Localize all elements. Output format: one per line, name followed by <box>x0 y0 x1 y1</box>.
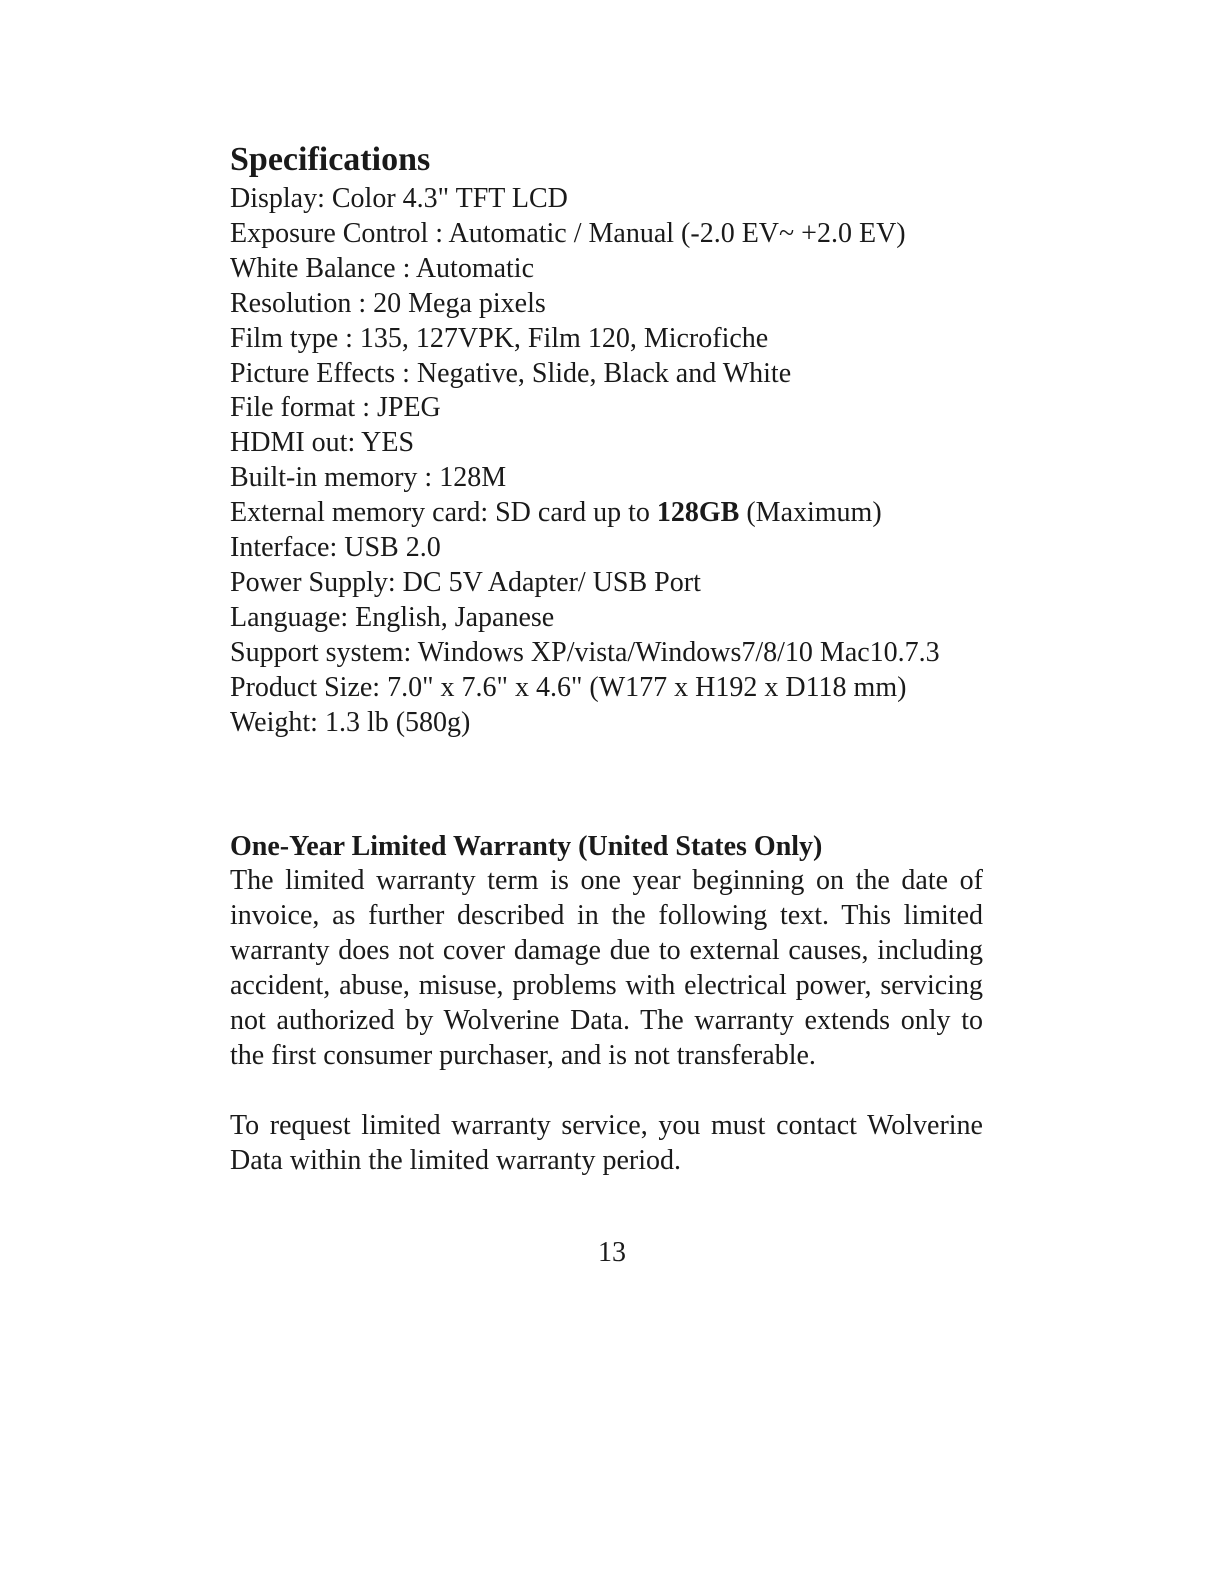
spec-file-format: File format : JPEG <box>230 392 441 424</box>
warranty-paragraph-service: To request limited warranty service, you must contact Wolverine Data within the limited warranty period. <box>230 1109 983 1176</box>
spec-display: Display: Color 4.3" TFT LCD <box>230 183 568 214</box>
warranty-paragraph-terms: The limited warranty term is one year beginning on the date of invoice, as further described in the following text. This limited warranty does not cover damage due to external causes, including accident, abuse, misuse, problems with electrical power, servicing not authorized by Wolverine Data. The warranty extends only to the first consumer purchaser, and is not transferable. <box>230 865 983 1071</box>
specifications-heading: Specifications <box>230 141 431 178</box>
spec-external-memory-capacity: 128GB <box>656 497 740 529</box>
spec-hdmi-out: HDMI out: YES <box>230 427 415 459</box>
specifications-list <box>230 182 983 741</box>
warranty-heading: One-Year Limited Warranty (United States Only) <box>230 830 823 862</box>
spec-product-size: Product Size: 7.0" x 7.6" x 4.6" (W177 x H192 x D118 mm) <box>230 671 907 703</box>
spec-weight: Weight: 1.3 lb (580g) <box>230 706 471 738</box>
spec-support-system: Support system: Windows XP/vista/Windows7/8/10 Mac10.7.3 <box>230 636 940 668</box>
spec-built-in-memory: Built-in memory : 128M <box>230 462 507 494</box>
spec-picture-effects: Picture Effects : Negative, Slide, Black and White <box>230 357 792 389</box>
page-number: 13 <box>598 1237 626 1268</box>
page-content <box>230 138 983 1179</box>
spec-white-balance: White Balance : Automatic <box>230 252 535 284</box>
spec-external-memory-suffix: (Maximum) <box>739 497 882 529</box>
spec-external-memory-prefix: External memory card: SD card up to <box>230 497 657 529</box>
spec-external-memory-card <box>230 496 983 531</box>
spec-exposure-control: Exposure Control : Automatic / Manual (-2.0 EV~ +2.0 EV) <box>230 217 906 249</box>
spec-language: Language: English, Japanese <box>230 601 555 633</box>
spec-power-supply: Power Supply: DC 5V Adapter/ USB Port <box>230 566 701 598</box>
spec-film-type: Film type : 135, 127VPK, Film 120, Microfiche <box>230 322 769 354</box>
spec-resolution: Resolution : 20 Mega pixels <box>230 287 546 319</box>
spec-interface: Interface: USB 2.0 <box>230 532 441 564</box>
